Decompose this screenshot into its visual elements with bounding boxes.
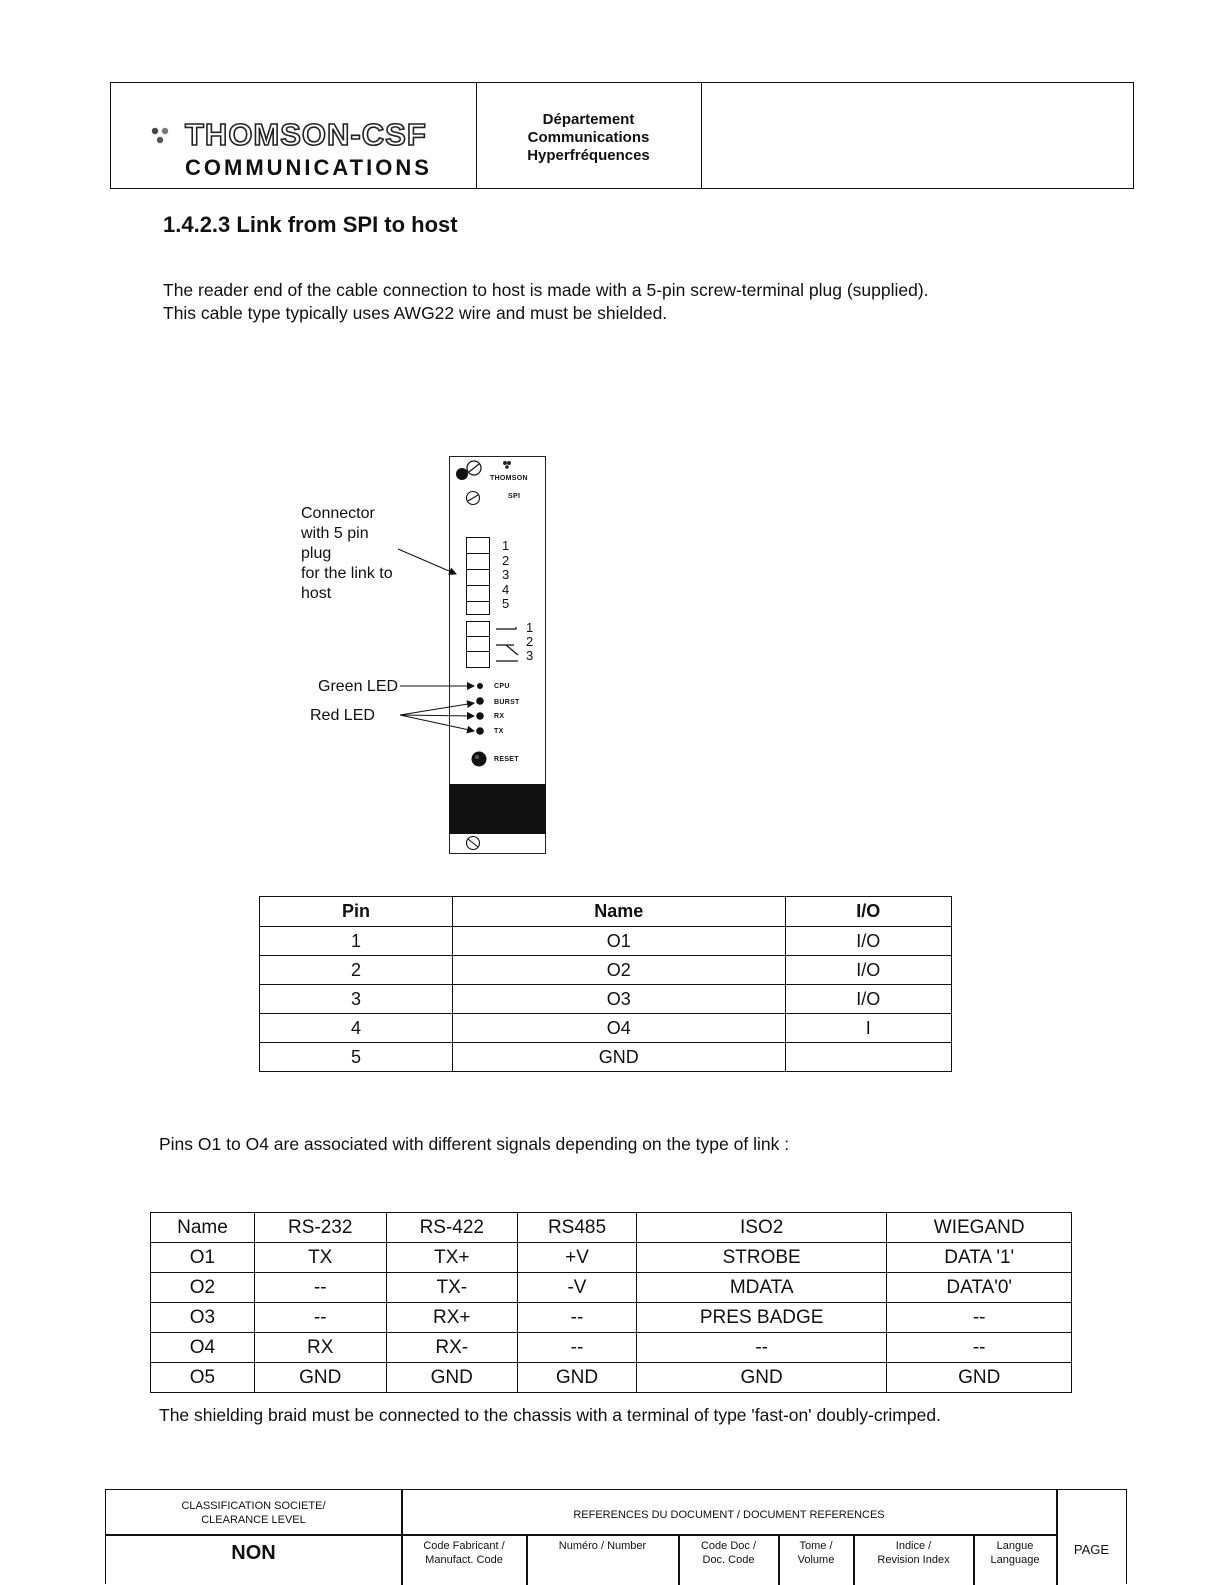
pin-number: 5 <box>502 596 510 611</box>
section-title: 1.4.2.3 Link from SPI to host <box>163 212 458 237</box>
table-cell: STROBE <box>636 1243 886 1273</box>
table-cell: O4 <box>151 1333 255 1363</box>
label-line: Numéro / Number <box>558 1540 647 1552</box>
table-row <box>151 1243 1072 1273</box>
screw-icon <box>464 489 482 507</box>
pin-numbers-5 <box>502 539 509 612</box>
table-cell: I/O <box>785 985 951 1014</box>
intro-line: The reader end of the cable connection to host is made with a 5-pin screw-terminal plug (supplied). <box>163 280 929 300</box>
table-cell: -- <box>518 1333 637 1363</box>
table-cell: GND <box>518 1363 637 1393</box>
callout-line: Connector <box>301 505 375 522</box>
label-line: Indice / <box>895 1540 932 1552</box>
pin-number: 2 <box>502 552 510 568</box>
table-row <box>151 1303 1072 1333</box>
table-cell: O5 <box>151 1363 255 1393</box>
column-header: WIEGAND <box>887 1213 1072 1243</box>
table-cell: GND <box>254 1363 386 1393</box>
table-cell: MDATA <box>636 1273 886 1303</box>
table-row <box>151 1333 1072 1363</box>
relay-contact-icon <box>494 623 522 665</box>
reset-label: RESET <box>494 756 519 763</box>
pin-table <box>259 896 952 1072</box>
table-cell: -- <box>887 1303 1072 1333</box>
table-cell: I/O <box>785 956 951 985</box>
table-cell: O2 <box>452 956 785 985</box>
table-cell: 1 <box>260 927 453 956</box>
table-cell: I/O <box>785 927 951 956</box>
label-line: Tome / <box>799 1540 833 1552</box>
red-led-label: Red LED <box>310 707 375 724</box>
department-line: Département <box>542 111 635 128</box>
column-header: RS-232 <box>254 1213 386 1243</box>
pin-numbers-3 <box>526 621 533 663</box>
label-line: CLEARANCE LEVEL <box>201 1514 306 1526</box>
table-row <box>151 1273 1072 1303</box>
table-cell: +V <box>518 1243 637 1273</box>
table-row <box>260 1014 952 1043</box>
table-cell: RX <box>254 1333 386 1363</box>
label-line: Code Fabricant / <box>423 1540 505 1552</box>
connector-3pin <box>466 621 490 668</box>
table-cell: 5 <box>260 1043 453 1072</box>
table-cell: O1 <box>452 927 785 956</box>
table-cell: O1 <box>151 1243 255 1273</box>
led-label: RX <box>494 713 505 720</box>
pin-number: 4 <box>502 581 510 597</box>
thomson-logo-icon <box>502 460 512 469</box>
intro-line: This cable type typically uses AWG22 wire and must be shielded. <box>163 303 668 323</box>
table-cell: -- <box>518 1303 637 1333</box>
column-header: ISO2 <box>636 1213 886 1243</box>
ref-column-header <box>527 1539 678 1553</box>
pin-number: 1 <box>502 538 510 553</box>
references-label: REFERENCES DU DOCUMENT / DOCUMENT REFERENCES <box>573 1509 885 1521</box>
ref-column-header <box>974 1539 1056 1567</box>
connector-5pin <box>466 537 490 615</box>
module-black-panel <box>449 784 546 834</box>
ref-column-header <box>402 1539 526 1567</box>
table-cell: GND <box>887 1363 1072 1393</box>
column-header: I/O <box>785 897 951 927</box>
led-label: CPU <box>494 683 510 690</box>
screw-icon <box>464 835 482 852</box>
thomson-logo-icon <box>149 125 171 147</box>
led-label: TX <box>494 728 504 735</box>
logo-name: THOMSON-CSF <box>185 117 427 152</box>
column-header: RS-422 <box>386 1213 518 1243</box>
label-line: Langue <box>996 1540 1034 1552</box>
department-block <box>476 83 702 188</box>
label-line: Language <box>990 1554 1040 1566</box>
pin-number: 1 <box>526 620 534 635</box>
green-led-label: Green LED <box>318 678 399 695</box>
connector-callout <box>301 504 393 604</box>
label-line: Volume <box>797 1554 835 1566</box>
label-line: Doc. Code <box>702 1554 755 1566</box>
label-line: Code Doc / <box>700 1540 757 1552</box>
table-row <box>260 927 952 956</box>
reset-button-icon <box>470 750 488 768</box>
table-cell: DATA'0' <box>887 1273 1072 1303</box>
header-empty-cell <box>701 83 1133 188</box>
led-label: BURST <box>494 699 520 706</box>
ref-column-header <box>854 1539 973 1567</box>
screw-icon <box>454 460 484 484</box>
table-cell: -- <box>254 1273 386 1303</box>
table-cell: GND <box>452 1043 785 1072</box>
table-cell: 3 <box>260 985 453 1014</box>
column-header: Pin <box>260 897 453 927</box>
logo-subtitle: COMMUNICATIONS <box>185 155 432 180</box>
callout-line: for the link to <box>301 565 393 582</box>
signal-table <box>150 1212 1072 1393</box>
table-row <box>260 1043 952 1072</box>
table-cell: GND <box>386 1363 518 1393</box>
table-cell: 4 <box>260 1014 453 1043</box>
table-cell: O4 <box>452 1014 785 1043</box>
table-cell: O3 <box>151 1303 255 1333</box>
table-row <box>260 985 952 1014</box>
table-cell: TX+ <box>386 1243 518 1273</box>
pin-number: 3 <box>526 648 534 663</box>
table-cell: TX <box>254 1243 386 1273</box>
table-cell: RX- <box>386 1333 518 1363</box>
module-brand: THOMSON <box>490 475 528 482</box>
classification-value: NON <box>231 1542 276 1564</box>
table-row <box>260 956 952 985</box>
pin-number: 3 <box>502 567 510 582</box>
logo-block <box>111 83 477 188</box>
pin-number: 2 <box>526 634 534 649</box>
table-cell: RX+ <box>386 1303 518 1333</box>
table-cell: GND <box>636 1363 886 1393</box>
table-cell: -- <box>636 1333 886 1363</box>
led-cpu-icon <box>477 683 483 689</box>
table-cell: O3 <box>452 985 785 1014</box>
department-line: Communications <box>527 129 650 146</box>
table-cell: PRES BADGE <box>636 1303 886 1333</box>
label-line: Revision Index <box>877 1554 950 1566</box>
label-line: Manufact. Code <box>425 1554 503 1566</box>
led-indicators <box>474 679 488 739</box>
table-header-row <box>151 1213 1072 1243</box>
department-line: Hyperfréquences <box>527 147 650 164</box>
table-header-row <box>260 897 952 927</box>
callout-line: plug <box>301 545 332 562</box>
column-header: RS485 <box>518 1213 637 1243</box>
label-line: CLASSIFICATION SOCIETE/ <box>181 1500 326 1512</box>
table-cell: I <box>785 1014 951 1043</box>
document-header <box>110 82 1134 189</box>
table-cell: DATA '1' <box>887 1243 1072 1273</box>
shielding-note: The shielding braid must be connected to the chassis with a terminal of type 'fast-on' doubly-crimped. <box>159 1405 941 1425</box>
ref-column-header <box>779 1539 853 1567</box>
table-cell: 2 <box>260 956 453 985</box>
document-footer <box>105 1489 1127 1584</box>
table-cell: -- <box>887 1333 1072 1363</box>
column-header: Name <box>452 897 785 927</box>
spi-module-drawing <box>449 456 546 854</box>
table-cell: O2 <box>151 1273 255 1303</box>
table-cell: TX- <box>386 1273 518 1303</box>
table-cell: -- <box>254 1303 386 1333</box>
table-cell: -V <box>518 1273 637 1303</box>
led-tx-icon <box>476 727 484 735</box>
callout-line: host <box>301 585 332 602</box>
module-model: SPI <box>508 493 521 500</box>
ref-column-header <box>679 1539 778 1567</box>
pins-note: Pins O1 to O4 are associated with different signals depending on the type of link : <box>159 1134 790 1154</box>
table-row <box>151 1363 1072 1393</box>
classification-label <box>106 1499 401 1527</box>
table-cell <box>785 1043 951 1072</box>
callout-line: with 5 pin <box>301 525 369 542</box>
column-header: Name <box>151 1213 255 1243</box>
led-rx-icon <box>476 712 484 720</box>
led-burst-icon <box>476 697 484 705</box>
page-label: PAGE <box>1073 1542 1110 1557</box>
